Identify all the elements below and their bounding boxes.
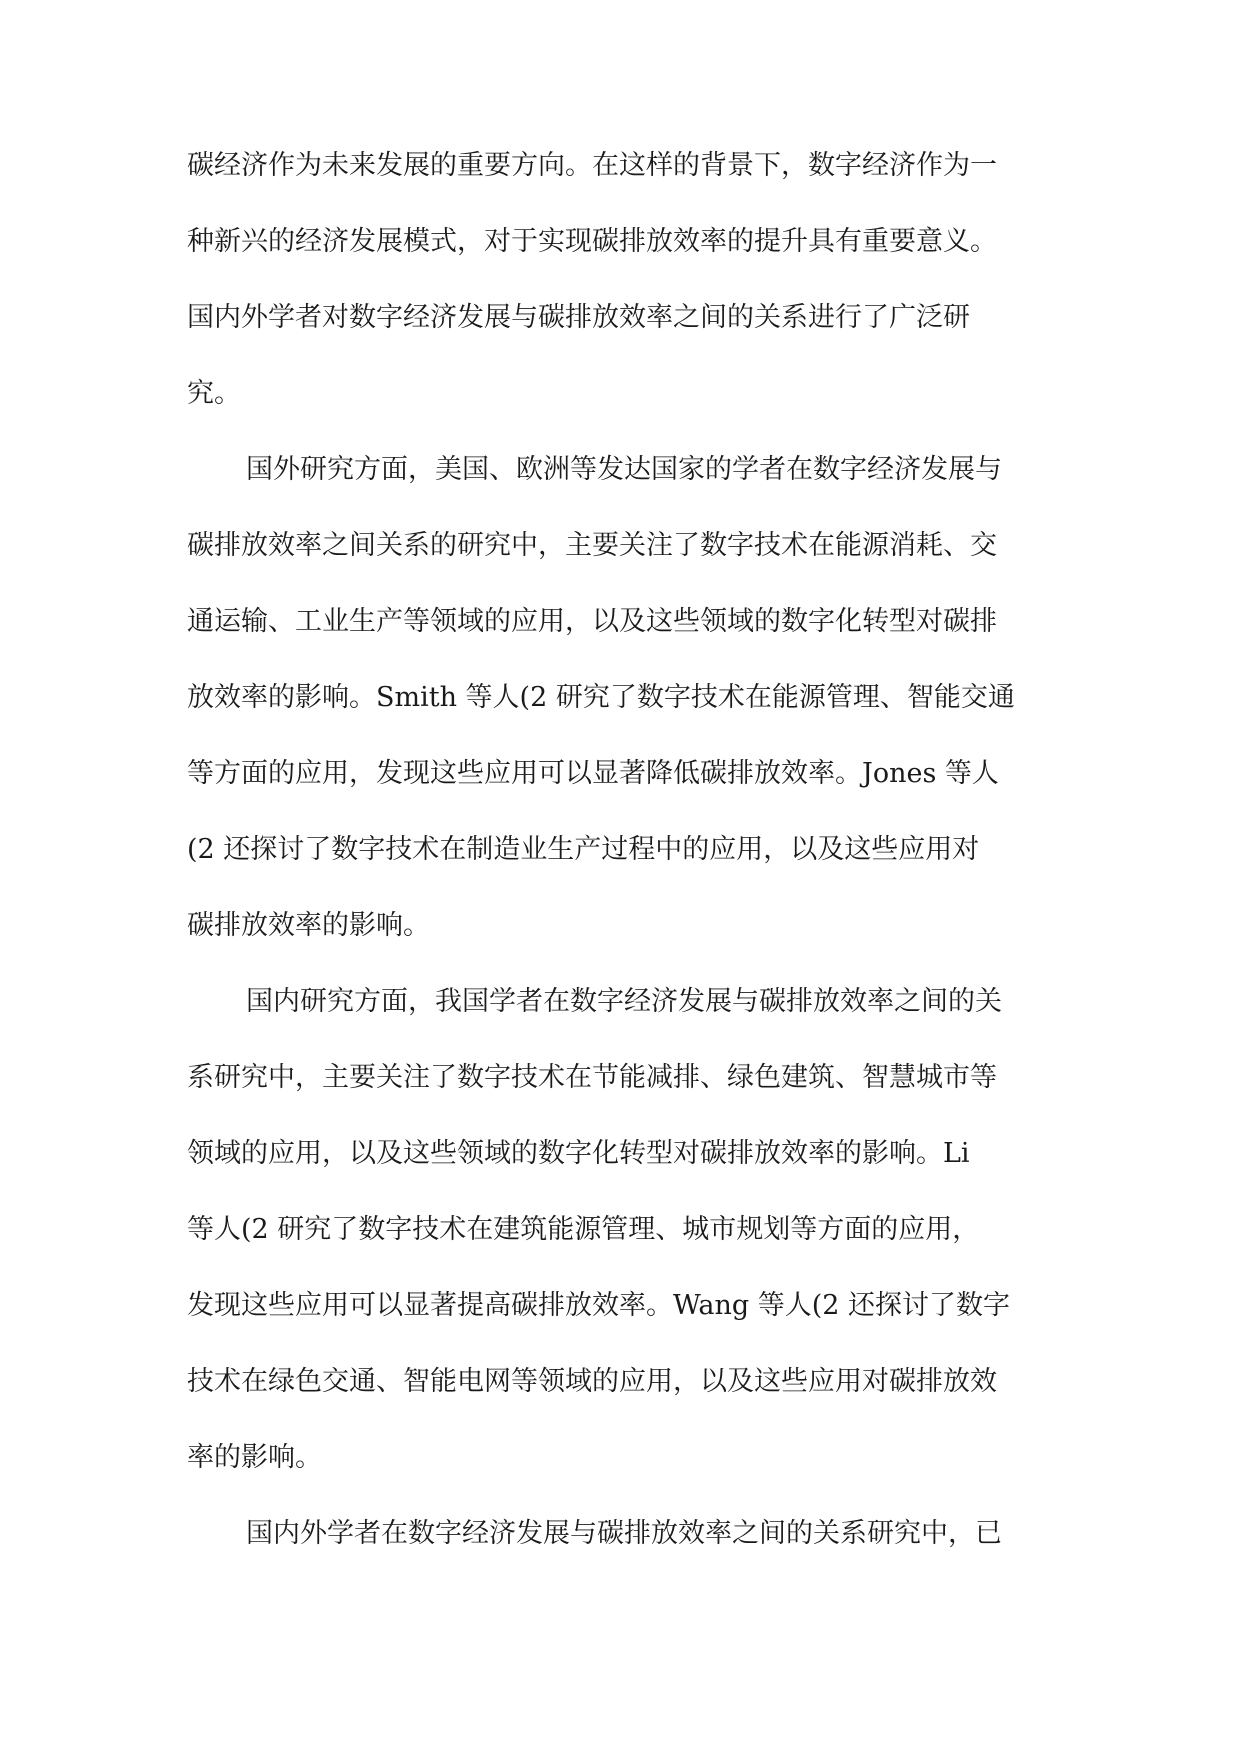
text-line: 碳排放效率的影响。 [187,910,430,941]
text-line: 究。 [187,378,241,409]
text-line: 技术在绿色交通、智能电网等领域的应用，以及这些应用对碳排放效 [187,1366,997,1397]
body-text [187,128,1067,1572]
text-line: 国内外学者在数字经济发展与碳排放效率之间的关系研究中，已 [246,1518,1002,1549]
text-line: 国内研究方面，我国学者在数字经济发展与碳排放效率之间的关 [246,986,1002,1017]
text-line: 国内外学者对数字经济发展与碳排放效率之间的关系进行了广泛研 [187,302,970,333]
text-line: 碳经济作为未来发展的重要方向。在这样的背景下，数字经济作为一 [187,150,997,181]
text-line: 等方面的应用，发现这些应用可以显著降低碳排放效率。Jones 等人 [187,758,999,789]
text-line: 等人(2 研究了数字技术在建筑能源管理、城市规划等方面的应用， [187,1214,980,1245]
text-line: 通运输、工业生产等领域的应用，以及这些领域的数字化转型对碳排 [187,606,997,637]
text-line: 发现这些应用可以显著提高碳排放效率。Wang 等人(2 还探讨了数字 [187,1290,1011,1321]
text-line: 国外研究方面，美国、欧洲等发达国家的学者在数字经济发展与 [246,454,1002,485]
text-line: (2 还探讨了数字技术在制造业生产过程中的应用，以及这些应用对 [187,834,980,865]
text-line: 领域的应用，以及这些领域的数字化转型对碳排放效率的影响。Li [187,1138,970,1169]
text-line: 系研究中，主要关注了数字技术在节能减排、绿色建筑、智慧城市等 [187,1062,997,1093]
text-line: 碳排放效率之间关系的研究中，主要关注了数字技术在能源消耗、交 [187,530,997,561]
text-line: 率的影响。 [187,1442,322,1473]
text-line: 种新兴的经济发展模式，对于实现碳排放效率的提升具有重要意义。 [187,226,997,257]
text-line: 放效率的影响。Smith 等人(2 研究了数字技术在能源管理、智能交通 [187,682,1015,713]
